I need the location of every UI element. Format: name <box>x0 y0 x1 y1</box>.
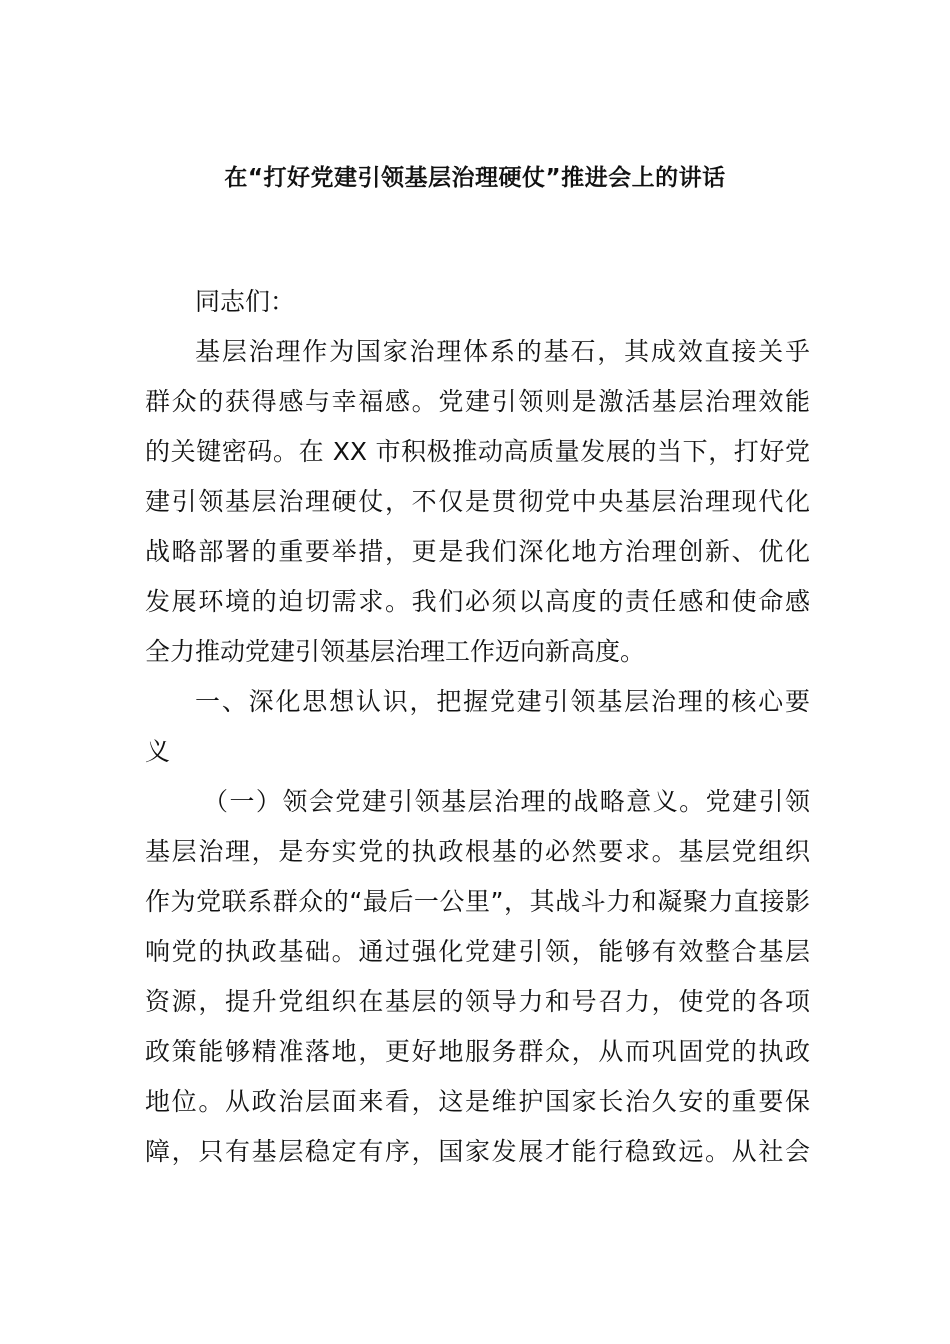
paragraph-line: 群众的获得感与幸福感。党建引领则是激活基层治理效能 <box>145 387 810 416</box>
paragraph-line: 建引领基层治理硬仗，不仅是贯彻党中央基层治理现代化 <box>145 487 810 516</box>
paragraph-line: 发展环境的迫切需求。我们必须以高度的责任感和使命感 <box>145 587 810 616</box>
paragraph-line: 地位。从政治层面来看，这是维护国家长治久安的重要保 <box>145 1087 810 1116</box>
paragraph-line: 障，只有基层稳定有序，国家发展才能行稳致远。从社会 <box>145 1137 810 1166</box>
paragraph-line: 战略部署的重要举措，更是我们深化地方治理创新、优化 <box>145 537 810 566</box>
paragraph-line: 全力推动党建引领基层治理工作迈向新高度。 <box>145 637 646 666</box>
paragraph-line: 基层治理，是夯实党的执政根基的必然要求。基层党组织 <box>145 837 810 866</box>
paragraph-line: 作为党联系群众的“最后一公里”，其战斗力和凝聚力直接影 <box>145 887 810 916</box>
subsection-line: （一）领会党建引领基层治理的战略意义。党建引领 <box>203 787 810 816</box>
paragraph-line: 资源，提升党组织在基层的领导力和号召力，使党的各项 <box>145 987 810 1016</box>
paragraph-line: 基层治理作为国家治理体系的基石，其成效直接关乎 <box>195 337 810 366</box>
section-heading-line: 义 <box>145 737 171 766</box>
paragraph-line: 政策能够精准落地，更好地服务群众，从而巩固党的执政 <box>145 1037 810 1066</box>
paragraph-line: 的关键密码。在 XX 市积极推动高质量发展的当下，打好党 <box>145 437 810 466</box>
greeting: 同志们： <box>195 287 296 316</box>
paragraph-line: 响党的执政基础。通过强化党建引领，能够有效整合基层 <box>145 937 810 966</box>
document-title: 在“打好党建引领基层治理硬仗”推进会上的讲话 <box>224 165 726 191</box>
section-heading-line: 一、深化思想认识，把握党建引领基层治理的核心要 <box>195 687 810 716</box>
